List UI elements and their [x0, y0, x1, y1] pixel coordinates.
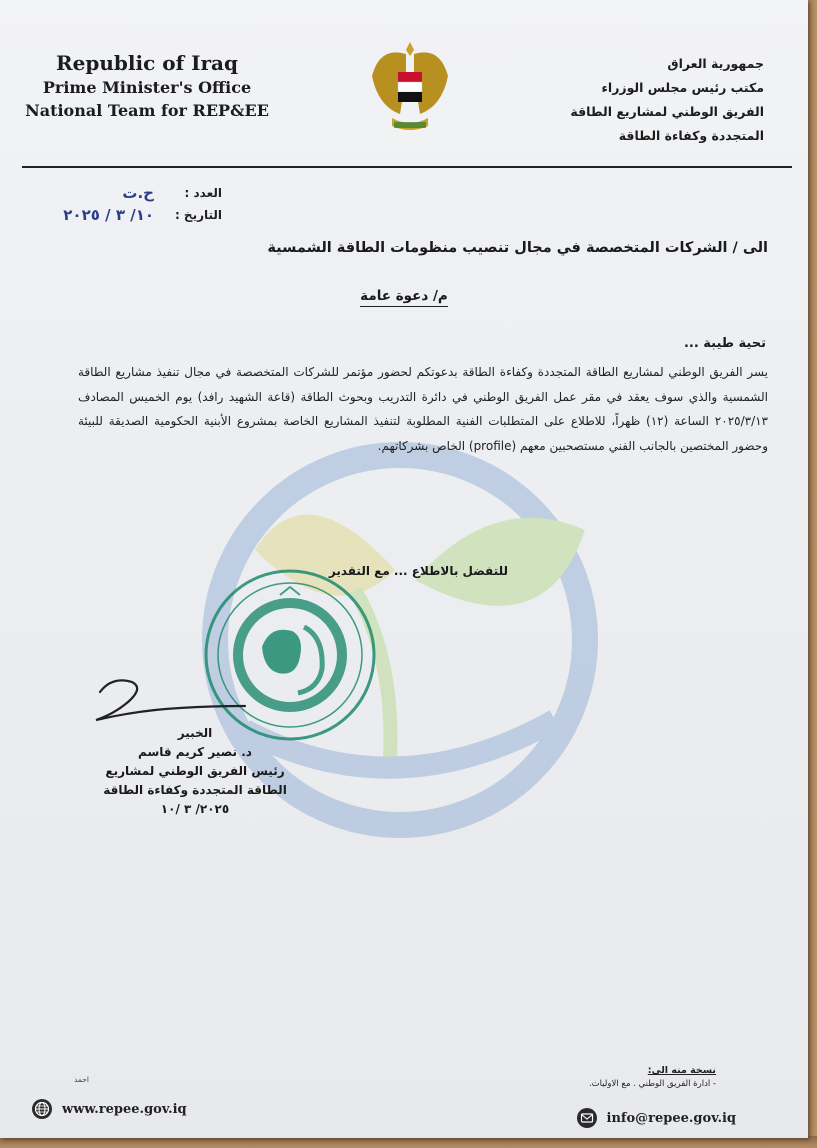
letter-greeting: تحية طيبة ...	[683, 336, 766, 351]
letter-recipient: الى / الشركات المتخصصة في مجال تنصيب منظومات الطاقة الشمسية	[267, 240, 768, 256]
english-team: National Team for REP&EE	[25, 101, 269, 120]
english-country: Republic of Iraq	[56, 51, 238, 75]
copy-to-title: نسخة منه الى:	[647, 1065, 716, 1076]
reference-block	[22, 182, 222, 226]
letter-subject-text: م/ دعوة عامة	[360, 288, 448, 307]
footer-website	[32, 1099, 187, 1119]
reference-number-row	[22, 182, 222, 204]
arabic-team: الفريق الوطني لمشاريع الطاقة	[570, 104, 764, 119]
reference-date-label: التاريخ :	[174, 208, 222, 222]
english-office: Prime Minister's Office	[42, 78, 252, 97]
handwritten-signature-icon	[80, 672, 250, 732]
signatory-role-line1: رئيس الفريق الوطني لمشاريع	[105, 764, 285, 778]
arabic-letterhead	[524, 52, 764, 148]
arabic-team-cont: المتجددة وكفاءة الطاقة	[618, 128, 764, 143]
website-link[interactable]: www.repee.gov.iq	[62, 1101, 187, 1117]
copy-to-item: - ادارة الفريق الوطني . مع الاوليات.	[588, 1079, 716, 1089]
english-letterhead	[22, 50, 272, 122]
signatory-block	[100, 724, 290, 819]
signatory-title: الخبير	[177, 726, 213, 740]
iraq-eagle-emblem-icon	[370, 36, 450, 136]
reference-number-label: العدد :	[184, 186, 222, 200]
reference-date-value: ١٠/ ٣ / ٢٠٢٥	[63, 206, 154, 224]
typist-initials: احمد	[74, 1075, 89, 1084]
header-divider	[22, 166, 792, 168]
arabic-country: جمهورية العراق	[667, 56, 764, 71]
letter-subject	[0, 288, 808, 304]
signatory-date: ٢٠٢٥/ ٣ /١٠	[160, 802, 230, 816]
copy-to-block	[456, 1064, 716, 1090]
arabic-office: مكتب رئيس مجلس الوزراء	[601, 80, 764, 95]
globe-icon	[32, 1099, 52, 1119]
reference-date-row	[22, 204, 222, 226]
signatory-role-line2: الطاقة المتجددة وكفاءة الطاقة	[103, 783, 287, 797]
footer-email	[577, 1108, 737, 1128]
letter-closing: للتفضل بالاطلاع ... مع التقدير	[328, 564, 508, 578]
email-icon	[577, 1108, 597, 1128]
signatory-name: د. نصير كريم قاسم	[138, 745, 252, 759]
reference-number-value: ح.ت	[122, 184, 154, 202]
email-link[interactable]: info@repee.gov.iq	[606, 1110, 736, 1126]
letter-body: يسر الفريق الوطني لمشاريع الطاقة المتجددة وكفاءة الطاقة بدعوتكم لحضور مؤتمر للشركات المتخصصة في مجال تنفيذ مشاريع الطاقة الشمسية والذي سوف يعقد في مقر عمل الفريق الوطني في دائرة التدريب وبحوث الطاقة (قاعة الشهيد رافد) يوم الخميس المصادف ٢٠٢٥/٣/١٣ الساعة (١٢) ظهراً، للاطلاع على المتطلبات الفنية المطلوبة لتنفيذ المشاريع الخاصة بمشروع الأبنية الحكومية الصديقة للبيئة وحضور المختصين بالجانب الفني مستصحبين معهم (profile) الخاص بشركاتهم.	[78, 365, 768, 453]
